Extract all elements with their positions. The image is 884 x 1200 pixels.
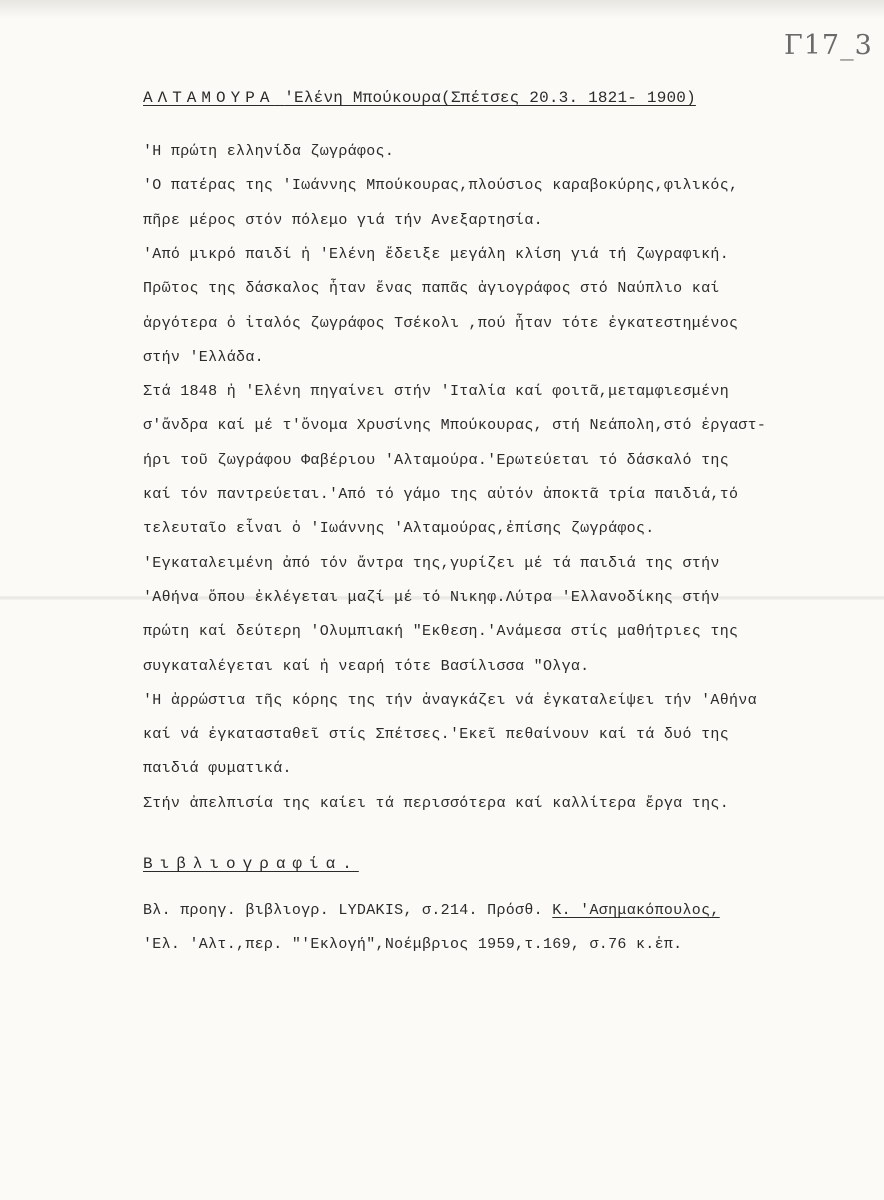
page-top-shadow <box>0 0 884 18</box>
body-line: στήν 'Ελλάδα. <box>143 349 264 366</box>
entry-surname: ΑΛΤΑΜΟΥΡΑ <box>143 89 275 107</box>
body-line: 'Η πρώτη ελληνίδα ζωγράφος. <box>143 143 395 160</box>
entry-name-dates: 'Ελένη Μπούκουρα(Σπέτσες 20.3. 1821- 1900) <box>284 89 696 107</box>
entry-title <box>143 89 696 107</box>
body-line: 'Ο πατέρας της 'Ιωάννης Μπούκουρας,πλούσιος καραβοκύρης,φιλικός, <box>143 177 739 194</box>
body-line: Στά 1848 ἡ 'Ελένη πηγαίνει στήν 'Ιταλία καί φοιτᾶ,μεταμφιεσμένη <box>143 383 729 400</box>
body-line: συγκαταλέγεται καί ἡ νεαρή τότε Βασίλισσα "Ολγα. <box>143 658 590 675</box>
body-line: ήρι τοῦ ζωγράφου Φαβέριου 'Αλταμούρα.'Ερωτεύεται τό δάσκαλό της <box>143 452 729 469</box>
body-line: σ'ἄνδρα καί μέ τ'ὄνομα Χρυσίνης Μπούκουρας, στή Νεάπολη,στό ἐργαστ- <box>143 417 767 434</box>
handwritten-reference-mark: Γ17_3 <box>784 30 873 61</box>
body-line: καί νά ἐγκατασταθεῖ στίς Σπέτσες.'Εκεῖ πεθαίνουν καί τά δυό της <box>143 726 729 743</box>
body-line: Πρῶτος της δάσκαλος ἦταν ἕνας παπᾶς ἀγιογράφος στό Ναύπλιο καί <box>143 280 720 297</box>
body-line: τελευταῖο εἶναι ὁ 'Ιωάννης 'Αλταμούρας,ἐπίσης ζωγράφος. <box>143 520 655 537</box>
body-line: Στήν ἀπελπισία της καίει τά περισσότερα καί καλλίτερα ἔργα της. <box>143 795 729 812</box>
body-line: ἀργότερα ὁ ἰταλός ζωγράφος Τσέκολι ,πού ἦταν τότε ἐγκατεστημένος <box>143 315 739 332</box>
body-line: 'Η ἀρρώστια τῆς κόρης της τήν ἀναγκάζει νά ἐγκαταλείψει τήν 'Αθήνα <box>143 692 757 709</box>
body-line: 'Εγκαταλειμένη ἀπό τόν ἄντρα της,γυρίζει μέ τά παιδιά της στήν <box>143 555 720 572</box>
body-line: παιδιά φυματικά. <box>143 760 292 777</box>
bibliography-author: Κ. 'Ασημακόπουλος, <box>552 902 720 919</box>
bibliography-ref-prefix: Βλ. προηγ. βιβλιογρ. LYDAKIS, σ.214. Πρόσθ. <box>143 902 543 919</box>
bibliography-line-1 <box>143 902 720 919</box>
body-line: 'Αθήνα ὅπου ἐκλέγεται μαζί μέ τό Νικηφ.Λύτρα 'Ελλανοδίκης στήν <box>143 589 720 606</box>
body-line: πρώτη καί δεύτερη 'Ολυμπιακή "Εκθεση.'Ανάμεσα στίς μαθήτριες της <box>143 623 739 640</box>
body-line: πῆρε μέρος στόν πόλεμο γιά τήν Ανεξαρτησία. <box>143 212 543 229</box>
body-line: 'Από μικρό παιδί ἡ 'Ελένη ἔδειξε μεγάλη κλίση γιά τή ζωγραφική. <box>143 246 729 263</box>
bibliography-line-2: 'Ελ. 'Αλτ.,περ. "'Εκλογή",Νοέμβριος 1959,τ.169, σ.76 κ.ἑπ. <box>143 936 683 953</box>
bibliography-heading: Βιβλιογραφία. <box>143 855 359 873</box>
body-line: καί τόν παντρεύεται.'Από τό γάμο της αὐτόν ἀποκτᾶ τρία παιδιά,τό <box>143 486 739 503</box>
